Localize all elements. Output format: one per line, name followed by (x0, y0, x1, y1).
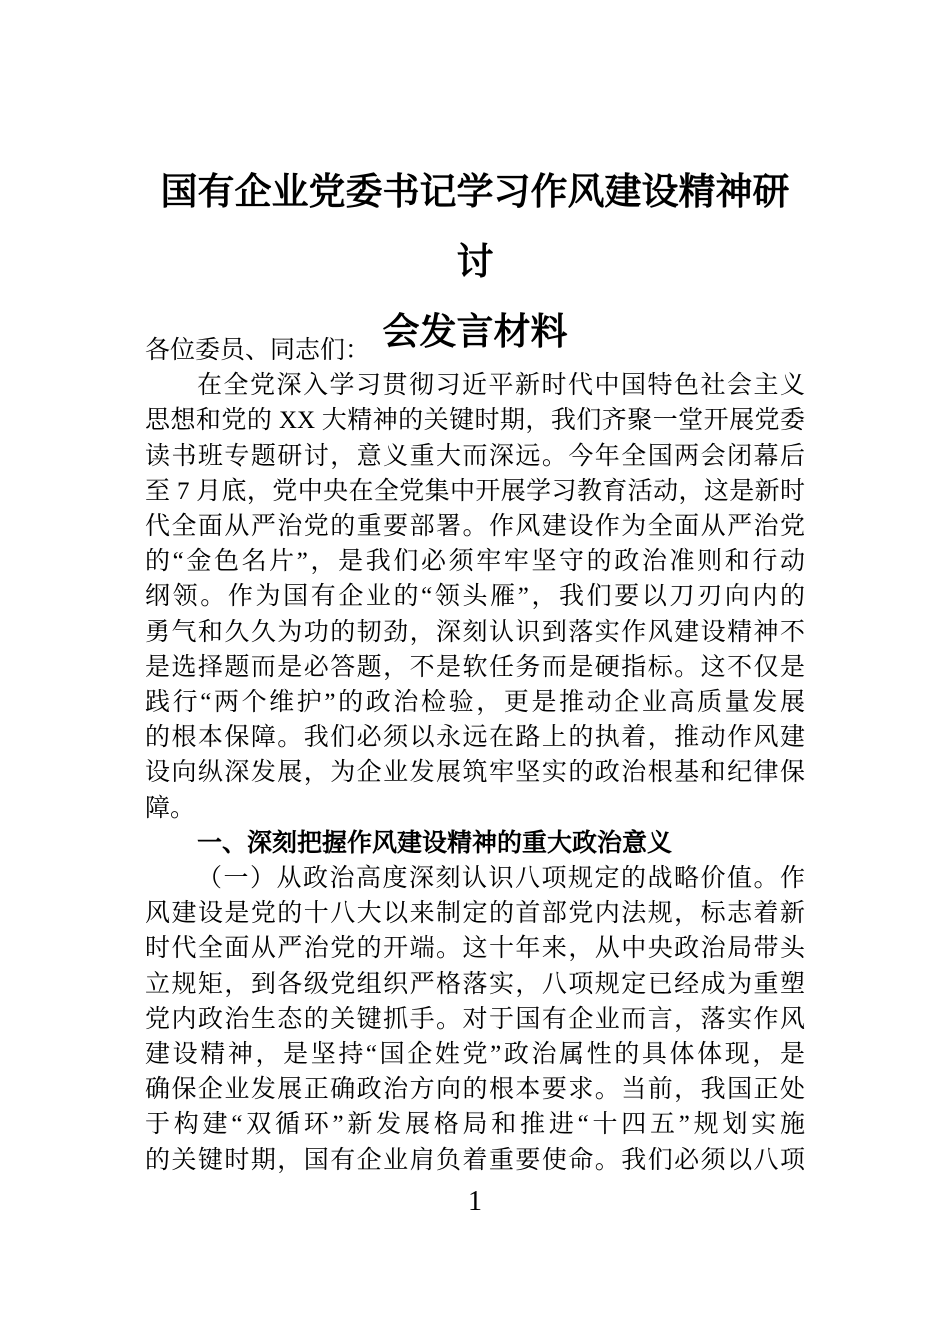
body-line: 读书班专题研讨，意义重大而深远。今年全国两会闭幕后 (145, 442, 805, 470)
body-line: 风建设是党的十八大以来制定的首部党内法规，标志着新 (145, 900, 805, 928)
body-line: 立规矩，到各级党组织严格落实，八项规定已经成为重塑 (145, 970, 805, 998)
body-line: 在全党深入学习贯彻习近平新时代中国特色社会主义 (197, 372, 805, 400)
body-line: 设向纵深发展，为企业发展筑牢坚实的政治根基和纪律保 (145, 759, 805, 787)
body-line: 时代全面从严治党的开端。这十年来，从中央政治局带头 (145, 935, 805, 963)
document-title-line-1: 国有企业党委书记学习作风建设精神研讨 (160, 172, 790, 283)
body-line: 的关键时期，国有企业肩负着重要使命。我们必须以八项 (145, 1146, 805, 1174)
body-line: 践行“两个维护”的政治检验，更是推动企业高质量发展 (145, 689, 805, 717)
body-line: （一）从政治高度深刻认识八项规定的战略价值。作 (197, 865, 805, 893)
body-line: 是选择题而是必答题，不是软任务而是硬指标。这不仅是 (145, 653, 805, 681)
body-line: 于构建“双循环”新发展格局和推进“十四五”规划实施 (145, 1111, 805, 1139)
body-line: 确保企业发展正确政治方向的根本要求。当前，我国正处 (145, 1076, 805, 1104)
body-line: 的根本保障。我们必须以永远在路上的执着，推动作风建 (145, 724, 805, 752)
body-line: 思想和党的 XX 大精神的关键时期，我们齐聚一堂开展党委 (145, 407, 805, 435)
body-line: 各位委员、同志们： (145, 337, 371, 364)
document-body (145, 333, 805, 1178)
body-line: 代全面从严治党的重要部署。作风建设作为全面从严治党 (145, 513, 805, 541)
body-line: 纲领。作为国有企业的“领头雁”，我们要以刀刃向内的 (145, 583, 805, 611)
body-line: 至 7 月底，党中央在全党集中开展学习教育活动，这是新时 (145, 477, 805, 505)
body-line: 一、深刻把握作风建设精神的重大政治意义 (197, 829, 673, 857)
body-line: 建设精神，是坚持“国企姓党”政治属性的具体体现，是 (145, 1041, 805, 1069)
body-line: 党内政治生态的关键抓手。对于国有企业而言，落实作风 (145, 1005, 805, 1033)
page-number: 1 (468, 1186, 482, 1217)
body-line: 的“金色名片”，是我们必须牢牢坚守的政治准则和行动 (145, 548, 805, 576)
body-line: 障。 (145, 794, 196, 822)
body-line: 勇气和久久为功的韧劲，深刻认识到落实作风建设精神不 (145, 618, 805, 646)
document-title-line-2: 会发言材料 (382, 312, 568, 353)
